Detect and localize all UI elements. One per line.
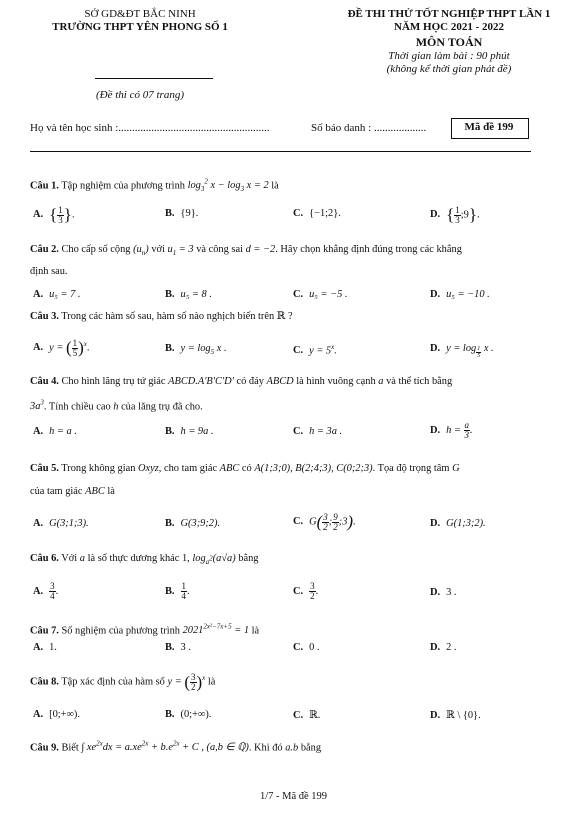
exam-title: ĐỀ THI THỬ TỐT NGHIỆP THPT LẦN 1 xyxy=(347,8,551,20)
question-4-label: Câu 4. xyxy=(30,376,59,387)
question-8-option-b[interactable]: B. (0;+∞). xyxy=(165,709,212,720)
question-1-option-d[interactable]: D. { $\frac{1}{3}$ ;9}. xyxy=(430,204,480,225)
question-2-label: Câu 2. xyxy=(30,244,59,255)
question-8-label: Câu 8. xyxy=(30,676,59,688)
question-5-label: Câu 5. xyxy=(30,463,59,474)
question-2-text: Cho cấp số cộng xyxy=(61,244,131,255)
question-4: Câu 4. Cho hình lăng trụ tứ giác ABCD.A'B'C'D' có đáy ABCD là hình vuông cạnh a và thể tích bằng xyxy=(30,376,453,387)
question-3 xyxy=(30,310,570,323)
school-year: NĂM HỌC 2021 - 2022 xyxy=(394,21,504,33)
exam-time: Thời gian làm bài : 90 phút xyxy=(388,50,510,62)
student-name-field: Họ và tên học sinh :....................................................... xyxy=(30,122,270,134)
exam-time-note: (không kể thời gian phát đề) xyxy=(386,63,512,75)
question-9: Câu 9. Biết ∫ $xe^{2x}dx = a.xe^{2x} + b.e^{2x} + C$ , (a,b ∈ ℚ). Khi đó a.b bằng xyxy=(30,740,322,754)
subject: MÔN TOÁN xyxy=(415,35,483,49)
question-4-option-a[interactable]: A. h = a . xyxy=(33,426,77,437)
school-name: TRƯỜNG THPT YÊN PHONG SỐ 1 xyxy=(52,21,228,33)
question-3-option-a[interactable]: A. y = ( $\frac{1}{5}$ )$^x$. xyxy=(33,337,90,358)
question-8: Câu 8. Tập xác định của hàm số y = ( $\frac{3}{2}$ )$^x$ là xyxy=(30,671,216,692)
question-3-option-c[interactable]: C. $y = 5^x$. xyxy=(293,343,337,357)
question-6: Câu 6. Với a là số thực dương khác 1, $\log_{a^2}(a√a)$ bằng xyxy=(30,553,259,567)
question-9-label: Câu 9. xyxy=(30,742,59,754)
question-8-option-d[interactable]: D. ℝ \ {0}. xyxy=(430,710,481,721)
question-1-label: Câu 1. xyxy=(30,180,59,192)
student-id-field: Số báo danh : ................... xyxy=(311,122,427,134)
question-7: Câu 7. Số nghiệm của phương trình $2021^{2x^2-7x+5} = 1$ là xyxy=(30,623,260,637)
question-6-option-d[interactable]: D. 3 . xyxy=(430,587,457,598)
question-7-label: Câu 7. xyxy=(30,625,59,637)
question-5: Câu 5. Trong không gian Oxyz, cho tam giác ABC có A(1;3;0), B(2;4;3), C(0;2;3). Tọa độ trọng tâm G xyxy=(30,463,460,474)
question-3-option-b[interactable]: B. $y = \log_5 x$ . xyxy=(165,343,227,357)
question-1-option-b[interactable]: B. {9}. xyxy=(165,208,199,219)
question-7-option-d[interactable]: D. 2 . xyxy=(430,642,457,653)
question-2-option-a[interactable]: A. u₅ = 7 . xyxy=(33,289,81,300)
question-6-label: Câu 6. xyxy=(30,553,59,564)
exam-code: Mã đề 199 xyxy=(464,121,514,133)
question-8-option-a[interactable]: A. [0;+∞). xyxy=(33,709,80,720)
question-4-continued: $3a^3$. Tính chiều cao h của lăng trụ đã cho. xyxy=(30,399,203,413)
question-1-option-a[interactable]: A. { $\frac{1}{3}$ }. xyxy=(33,204,75,225)
department-name: SỞ GD&ĐT BẮC NINH xyxy=(84,8,196,20)
question-1-text: Tập nghiệm của phương trình xyxy=(61,180,185,192)
question-4-option-c[interactable]: C. h = 3a . xyxy=(293,426,343,437)
question-2-continued: định sau. xyxy=(30,266,68,277)
question-1-equation: $\log_3^2 x - \log_3 x = 2$ xyxy=(187,178,269,194)
question-1-option-c[interactable]: C. {−1;2}. xyxy=(293,208,341,219)
question-5-option-c[interactable]: C. G( $\frac{3}{2}$ ; $\frac{9}{2}$ ;3). xyxy=(293,511,356,532)
question-3-label: Câu 3. xyxy=(30,311,59,322)
question-7-option-b[interactable]: B. 3 . xyxy=(165,642,191,653)
pages-note: (Đề thi có 07 trang) xyxy=(96,89,184,101)
question-2-option-d[interactable]: D. u₅ = −10 . xyxy=(430,289,490,300)
question-5-option-b[interactable]: B. G(3;9;2). xyxy=(165,518,221,529)
question-2-option-b[interactable]: B. u₅ = 8 . xyxy=(165,289,212,300)
question-4-option-d[interactable]: D. h = $\frac{a}{3}$ . xyxy=(430,420,473,440)
page-footer: 1/7 - Mã đề 199 xyxy=(259,791,328,802)
question-6-option-a[interactable]: A. $\frac{3}{4}$ . xyxy=(33,581,59,601)
student-divider xyxy=(30,151,531,152)
question-7-option-a[interactable]: A. 1. xyxy=(33,642,57,653)
question-7-option-c[interactable]: C. 0 . xyxy=(293,642,320,653)
question-5-option-a[interactable]: A. G(3;1;3). xyxy=(33,518,89,529)
question-6-option-c[interactable]: C. $\frac{3}{2}$ . xyxy=(293,581,319,601)
question-2-option-c[interactable]: C. u₅ = −5 . xyxy=(293,289,348,300)
question-4-option-b[interactable]: B. h = 9a . xyxy=(165,426,214,437)
question-1-tail: là xyxy=(271,180,279,192)
question-6-option-b[interactable]: B. $\frac{1}{4}$ . xyxy=(165,581,190,601)
question-3-option-d[interactable]: D. y = log $_{\frac{1}{5}}$ x . xyxy=(430,343,494,359)
question-5-continued: của tam giác ABC là xyxy=(30,486,115,497)
question-3-text: Trong các hàm số sau, hàm số nào nghịch biến trên ℝ ? xyxy=(61,311,293,322)
question-1 xyxy=(30,176,570,197)
question-8-option-c[interactable]: C. ℝ. xyxy=(293,710,321,721)
header-divider xyxy=(95,78,213,79)
question-2: Câu 2. Cho cấp số cộng $(u_n)$ với $u_1 = 3$ và công sai d = −2. Hãy chọn khẳng định đúng trong các khẳng xyxy=(30,244,462,258)
question-5-option-d[interactable]: D. G(1;3;2). xyxy=(430,518,486,529)
